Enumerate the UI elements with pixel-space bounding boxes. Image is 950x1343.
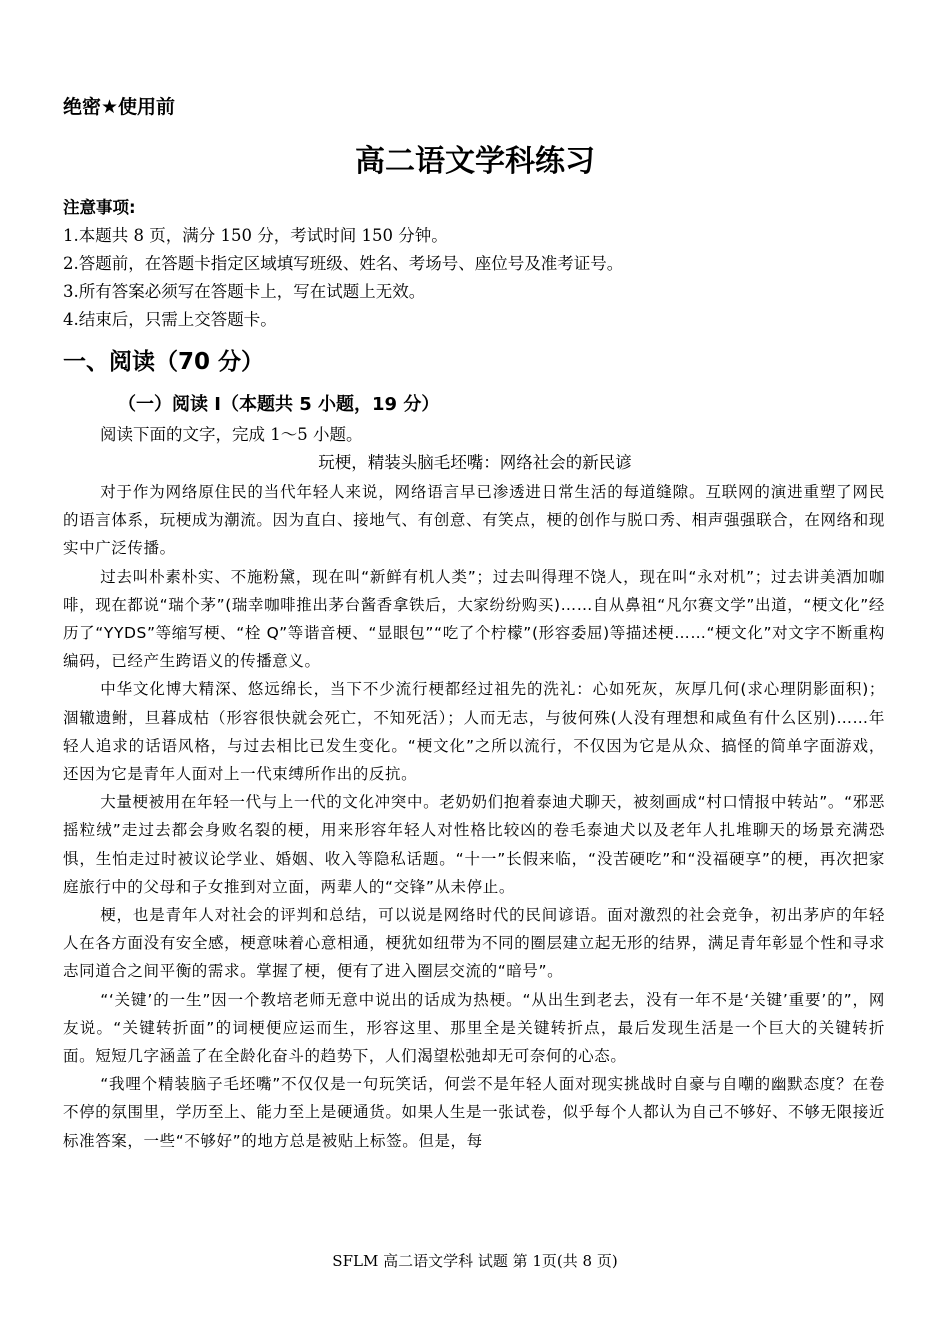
page-footer: SFLM 高二语文学科 试题 第 1页(共 8 页) xyxy=(332,1252,618,1270)
article-paragraph: 对于作为网络原住民的当代年轻人来说，网络语言早已渗透进日常生活的每道缝隙。互联网的演进重塑了网民的语言体系，玩梗成为潮流。因为直白、接地气、有创意、有笑点，梗的创作与脱口秀、相声强强联合，在网络和现实中广泛传播。 xyxy=(63,483,885,558)
notes-item: 4.结束后，只需上交答题卡。 xyxy=(63,310,277,329)
article-paragraph: 中华文化博大精深、悠远绵长，当下不少流行梗都经过祖先的洗礼：心如死灰，灰厚几何(求心理阴影面积)；涸辙遗鲋，旦暮成枯（形容很快就会死亡，不知死活）；人而无志，与彼何殊(人没有理想和咸鱼有什么区别)……年轻人追求的话语风格，与过去相比已发生变化。“梗文化”之所以流行，不仅因为它是从众、搞怪的简单字面游戏，还因为它是青年人面对上一代束缚所作出的反抗。 xyxy=(63,680,885,784)
reading-instruction: 阅读下面的文字，完成 1～5 小题。 xyxy=(100,425,363,444)
page-title: 高二语文学科练习 xyxy=(355,144,595,179)
notes-item: 3.所有答案必须写在答题卡上，写在试题上无效。 xyxy=(63,282,426,301)
article-paragraph: 过去叫朴素朴实、不施粉黛，现在叫“新鲜有机人类”；过去叫得理不饶人，现在叫“永对机”；过去讲美酒加咖啡，现在都说“瑞个茅”(瑞幸咖啡推出茅台酱香拿铁后，大家纷纷购买)……自从鼻祖“凡尔赛文学”出道，“梗文化”经历了“YYDS”等缩写梗、“栓 Q”等谐音梗、“显眼包”“吃了个柠檬”(形容委屈)等描述梗……“梗文化”对文字不断重构编码，已经产生跨语义的传播意义。 xyxy=(63,567,885,671)
article-body xyxy=(63,478,885,1155)
sub-section-heading: （一）阅读 I（本题共 5 小题，19 分） xyxy=(118,394,440,415)
article-paragraph: 梗，也是青年人对社会的评判和总结，可以说是网络时代的民间谚语。面对激烈的社会竞争，初出茅庐的年轻人在各方面没有安全感，梗意味着心意相通，梗犹如纽带为不同的圈层建立起无形的结界，满足青年彰显个性和寻求志同道合之间平衡的需求。掌握了梗，便有了进入圈层交流的“暗号”。 xyxy=(63,906,885,981)
article-paragraph: “‘关键’的一生”因一个教培老师无意中说出的话成为热梗。“从出生到老去，没有一年不是‘关键’重要’的”，网友说。“关键转折面”的词梗便应运而生，形容这里、那里全是关键转折点，最后发现生活是一个巨大的关键转折面。短短几字涵盖了在全龄化奋斗的趋势下，人们渴望松弛却无可奈何的心态。 xyxy=(63,990,885,1066)
section-heading: 一、阅读（70 分） xyxy=(63,349,265,375)
article-paragraph: “我哩个精装脑子毛坯嘴”不仅仅是一句玩笑话，何尝不是年轻人面对现实挑战时自豪与自嘲的幽默态度？在卷不停的氛围里，学历至上、能力至上是硬通货。如果人生是一张试卷，似乎每个人都认为自己不够好、不够无限接近标准答案，一些“不够好”的地方总是被贴上标签。但是，每 xyxy=(63,1075,885,1150)
article-paragraph: 大量梗被用在年轻一代与上一代的文化冲突中。老奶奶们抱着泰迪犬聊天，被刻画成“村口情报中转站”。“邪恶摇粒绒”走过去都会身败名裂的梗，用来形容年轻人对性格比较凶的卷毛泰迪犬以及老年人扎堆聊天的场景充满恐惧，生怕走过时被议论学业、婚姻、收入等隐私话题。“十一”长假来临，“没苦硬吃”和“没福硬享”的梗，再次把家庭旅行中的父母和子女推到对立面，两辈人的“交锋”从未停止。 xyxy=(63,793,885,896)
notes-heading: 注意事项: xyxy=(63,198,136,217)
notes-item: 1.本题共 8 页，满分 150 分，考试时间 150 分钟。 xyxy=(63,226,448,245)
notes-block xyxy=(63,194,893,334)
article-title: 玩梗，精装头脑毛坯嘴：网络社会的新民谚 xyxy=(318,453,632,472)
notes-item: 2.答题前，在答题卡指定区域填写班级、姓名、考场号、座位号及准考证号。 xyxy=(63,254,624,273)
confidential-label: 绝密★使用前 xyxy=(63,96,176,118)
